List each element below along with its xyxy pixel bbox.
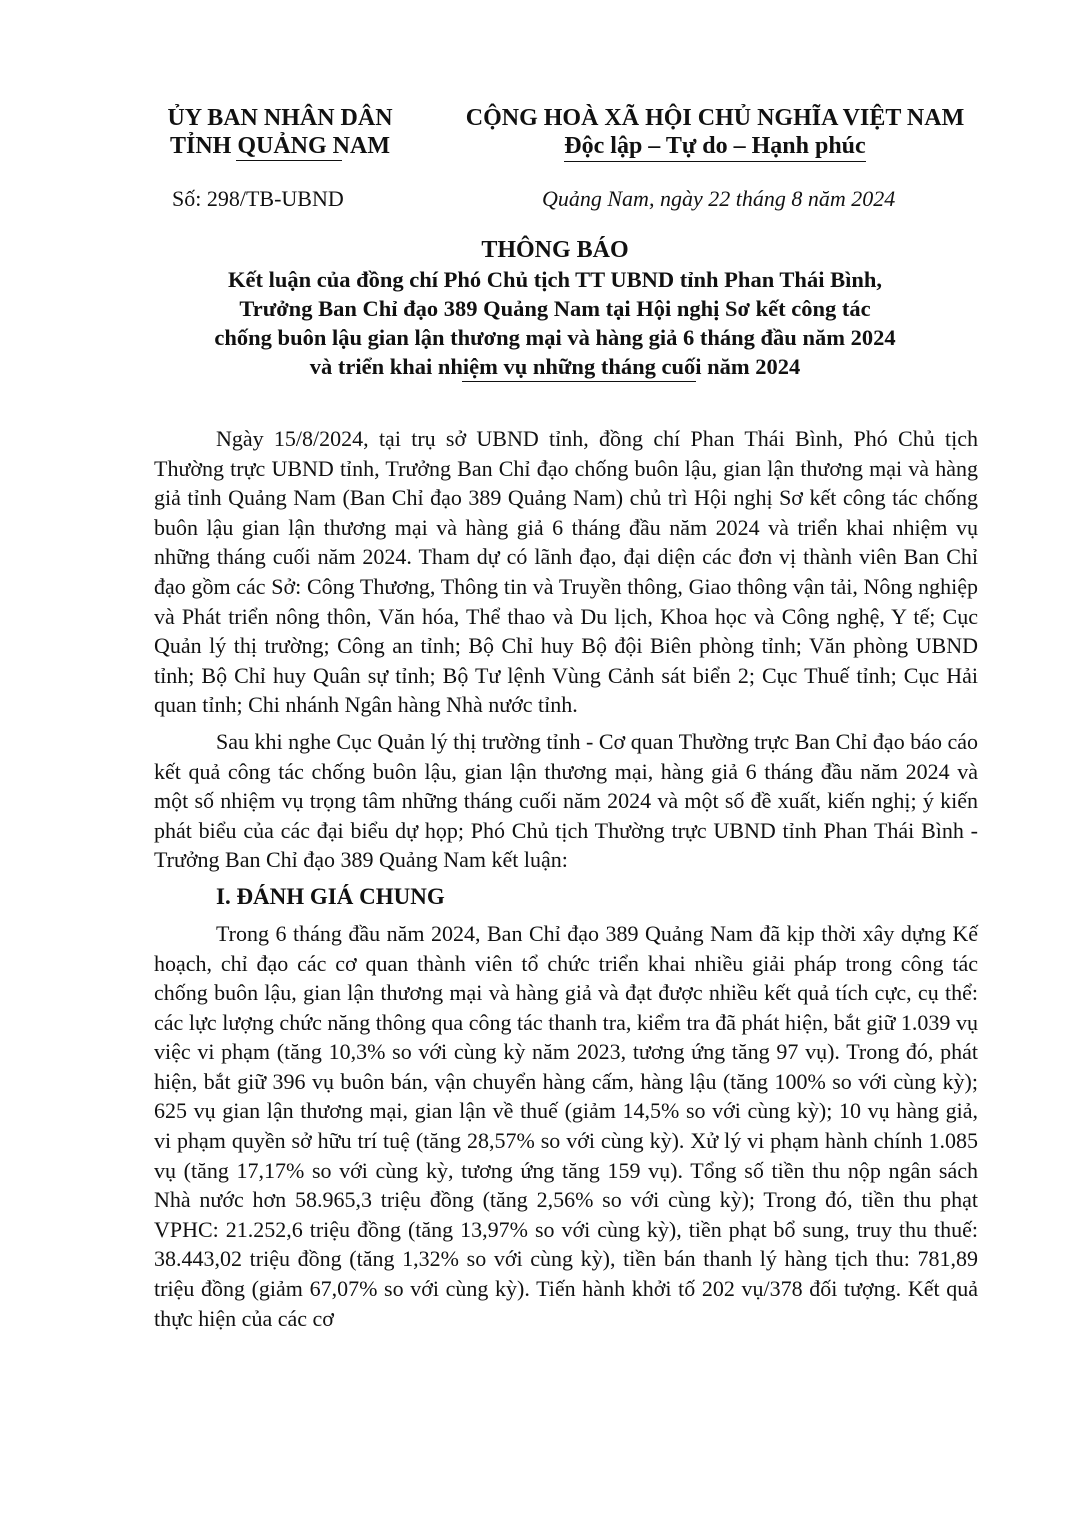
document-title: [110, 236, 1000, 381]
paragraph-2: Sau khi nghe Cục Quản lý thị trường tỉnh - Cơ quan Thường trực Ban Chỉ đạo báo cáo kết quả công tác chống buôn lậu, gian lận thương mại, hàng giả 6 tháng đầu năm 2024 và một số nhiệm vụ trọng tâm những tháng cuối năm 2024 và một số đề xuất, kiến nghị; ý kiến phát biểu của các đại biểu dự họp; Phó Chủ tịch Thường trực UBND tỉnh Phan Thái Bình - Trưởng Ban Chỉ đạo 389 Quảng Nam kết luận:: [154, 728, 978, 873]
place-and-date: Quảng Nam, ngày 22 tháng 8 năm 2024: [542, 186, 896, 211]
national-header: [430, 104, 1000, 162]
issuing-agency: [150, 104, 410, 160]
title-line-3: chống buôn lậu gian lận thương mại và hàng giả 6 tháng đầu năm 2024: [214, 325, 896, 350]
agency-line-2: TỈNH QUẢNG NAM: [170, 133, 390, 159]
title-line-1: Kết luận của đồng chí Phó Chủ tịch TT UBND tỉnh Phan Thái Bình,: [228, 267, 882, 292]
document-number: Số: 298/TB-UBND: [172, 186, 344, 211]
agency-underline: [236, 160, 342, 161]
agency-line-1: ỦY BAN NHÂN DÂN: [167, 105, 393, 131]
title-line-2: Trưởng Ban Chỉ đạo 389 Quảng Nam tại Hội nghị Sơ kết công tác: [239, 296, 871, 321]
section-heading-1: I. ĐÁNH GIÁ CHUNG: [216, 883, 445, 909]
paragraph-1: Ngày 15/8/2024, tại trụ sở UBND tỉnh, đồng chí Phan Thái Bình, Phó Chủ tịch Thường trực UBND tỉnh, Trưởng Ban Chỉ đạo chống buôn lậu, gian lận thương mại và hàng giả tỉnh Quảng Nam (Ban Chỉ đạo 389 Quảng Nam) chủ trì Hội nghị Sơ kết công tác chống buôn lậu gian lận thương mại và hàng giả 6 tháng đầu năm 2024 và triển khai nhiệm vụ những tháng cuối năm 2024. Tham dự có lãnh đạo, đại diện các đơn vị thành viên Ban Chỉ đạo gồm các Sở: Công Thương, Thông tin và Truyền thông, Giao thông vận tải, Nông nghiệp và Phát triển nông thôn, Văn hóa, Thể thao và Du lịch, Khoa học và Công nghệ, Y tế; Cục Quản lý thị trường; Công an tỉnh; Bộ Chỉ huy Bộ đội Biên phòng tỉnh; Văn phòng UBND tỉnh; Bộ Chỉ huy Quân sự tỉnh; Bộ Tư lệnh Vùng Cảnh sát biển 2; Cục Thuế tỉnh; Cục Hải quan tỉnh; Chi nhánh Ngân hàng Nhà nước tỉnh.: [154, 426, 978, 718]
national-title: CỘNG HOÀ XÃ HỘI CHỦ NGHĨA VIỆT NAM: [465, 105, 965, 131]
title-underline: [462, 381, 696, 382]
title-line-4: và triển khai nhiệm vụ những tháng cuối năm 2024: [309, 354, 801, 379]
national-motto: Độc lập – Tự do – Hạnh phúc: [564, 132, 865, 162]
document-body: [154, 424, 978, 1340]
title-main: THÔNG BÁO: [481, 237, 629, 263]
paragraph-3: Trong 6 tháng đầu năm 2024, Ban Chỉ đạo 389 Quảng Nam đã kịp thời xây dựng Kế hoạch, chỉ đạo các cơ quan thành viên tổ chức triển khai nhiều giải pháp trong công tác chống buôn lậu, gian lận thương mại và hàng giả và đạt được nhiều kết quả tích cực, cụ thể: các lực lượng chức năng thông qua công tác thanh tra, kiểm tra đã phát hiện, bắt giữ 1.039 vụ việc vi phạm (tăng 10,3% so với cùng kỳ năm 2023, tương ứng tăng 97 vụ). Trong đó, phát hiện, bắt giữ 396 vụ buôn bán, vận chuyển hàng cấm, hàng lậu (tăng 100% so với cùng kỳ); 625 vụ gian lận thương mại, gian lận về thuế (giảm 14,5% so với cùng kỳ); 10 vụ hàng giả, vi phạm quyền sở hữu trí tuệ (tăng 28,57% so với cùng kỳ). Xử lý vi phạm hành chính 1.085 vụ (tăng 17,17% so với cùng kỳ, tương ứng tăng 159 vụ). Tổng số tiền thu nộp ngân sách Nhà nước hơn 58.965,3 triệu đồng (tăng 2,56% so với cùng kỳ); Trong đó, tiền thu phạt VPHC: 21.252,6 triệu đồng (tăng 13,97% so với cùng kỳ), tiền phạt bổ sung, truy thu thuế: 38.443,02 triệu đồng (tăng 1,32% so với cùng kỳ), tiền bán thanh lý hàng tịch thu: 781,89 triệu đồng (giảm 67,07% so với cùng kỳ). Tiến hành khởi tố 202 vụ/378 đối tượng. Kết quả thực hiện của các cơ: [154, 920, 978, 1331]
